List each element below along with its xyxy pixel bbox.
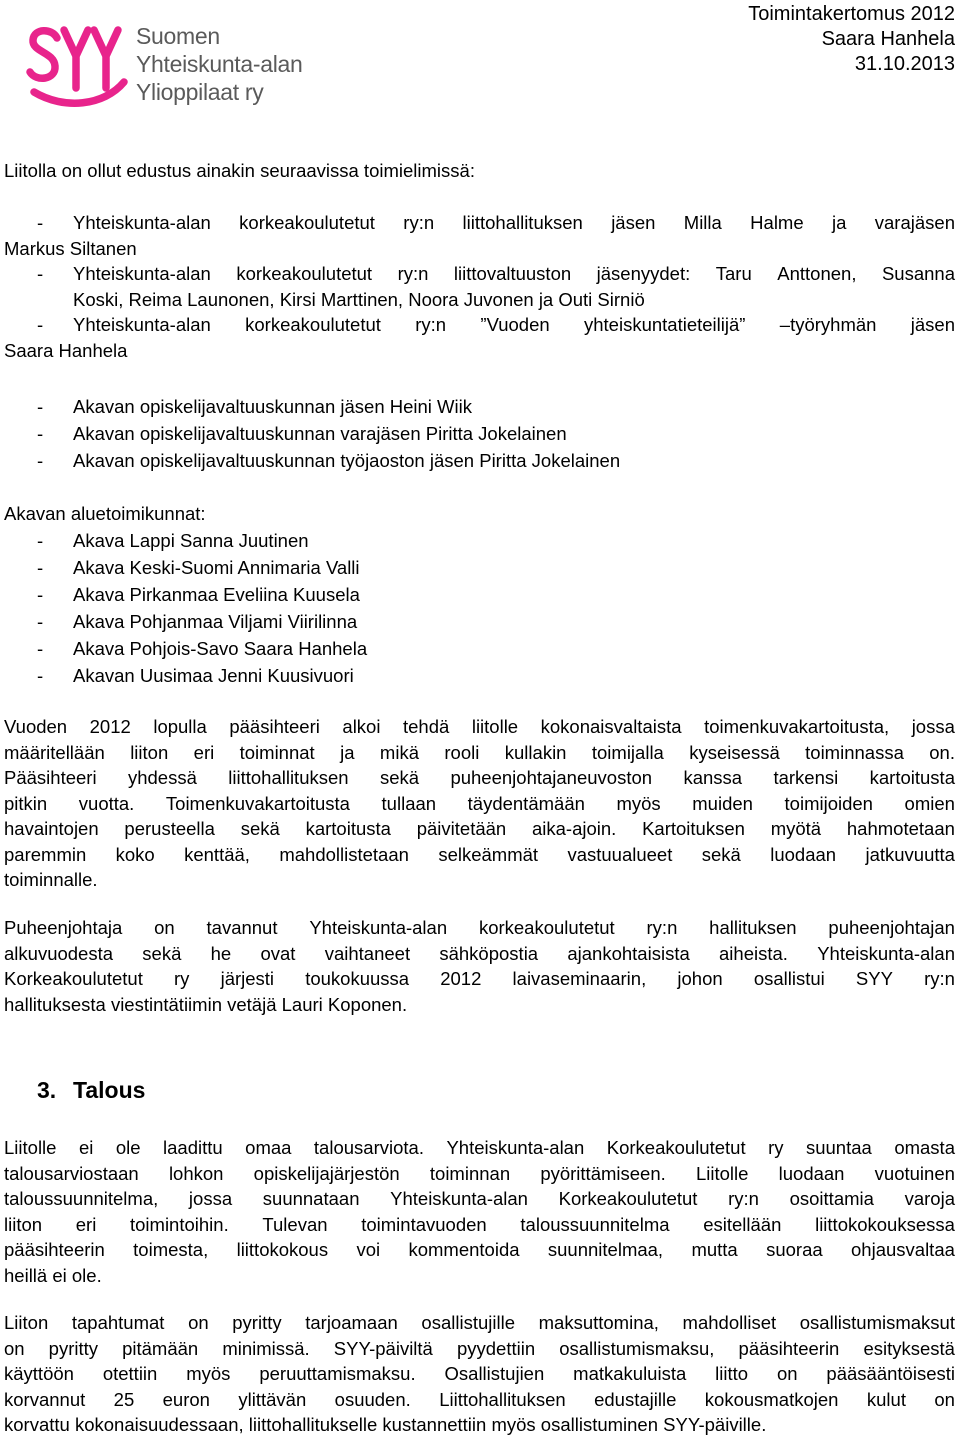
list-item: - Akava Pohjanmaa Viljami Viirilinna [37, 611, 358, 632]
regional-title: Akavan aluetoimikunnat: [4, 503, 206, 524]
paragraph-budget: Liitolle ei ole laadittu omaa talousarviota. Yhteiskunta-alan Korkeakoulutetut ry suuntaa omasta talousarviostaan lohkon opiskelijajärjestön toiminnan pyörittämiseen. Liitolle luodaan vuotuinen taloussuunnitelma, jossa suunnataan Yhteiskunta-alan Korkeakoulutetut ry:n osoittamia varoja liiton eri toimintoihin. Tulevan toimintavuoden taloussuunnitelma esitellään liittokokouksessa pääsihteerin toimesta, liittokokous voi kommentoida suunnitelmaa, mutta suoraa ohjausvaltaa heillä ei ole. [4, 1137, 955, 1286]
list-item: - Yhteiskunta-alan korkeakoulutetut ry:n liittovaltuuston jäsenyydet: Taru Anttonen, Susanna [37, 263, 955, 284]
list-item-continuation: Markus Siltanen [4, 237, 137, 259]
list-item: - Akavan opiskelijavaltuuskunnan jäsen Heini Wiik [37, 396, 472, 417]
list-item-continuation: Koski, Reima Launonen, Kirsi Marttinen, Noora Juvonen ja Outi Sirniö [73, 288, 645, 310]
section-title: Talous [73, 1077, 146, 1103]
list-item: - Yhteiskunta-alan korkeakoulutetut ry:n ”Vuoden yhteiskuntatieteilijä” –työryhmän jäsen [37, 314, 955, 335]
intro-text: Liitolla on ollut edustus ainakin seuraavissa toimielimissä: [4, 160, 475, 181]
report-title: Toimintakertomus 2012 [748, 3, 955, 25]
document-header [748, 2, 955, 77]
section-heading [37, 1076, 145, 1104]
paragraph-chair-meetings: Puheenjohtaja on tavannut Yhteiskunta-alan korkeakoulutetut ry:n hallituksen puheenjohtajan alkuvuodesta sekä he ovat vaihtaneet sähköpostia ajankohtaisista aiheista. Yhteiskunta-alan Korkeakoulutetut ry järjesti toukokuussa 2012 laivaseminaarin, johon osallistui SYY ry:n hallituksesta viestintätiimin vetäjä Lauri Koponen. [4, 917, 955, 1015]
report-date: 31.10.2013 [854, 53, 955, 75]
section-number: 3. [37, 1077, 57, 1103]
akava-council-list [4, 393, 955, 474]
list-item: - Akavan Uusimaa Jenni Kuusivuori [37, 665, 354, 686]
list-item: - Akava Pirkanmaa Eveliina Kuusela [37, 584, 360, 605]
logo-wordmark [136, 22, 303, 106]
report-author: Saara Hanhela [821, 28, 955, 50]
list-item: - Akava Pohjois-Savo Saara Hanhela [37, 638, 368, 659]
list-item: - Akavan opiskelijavaltuuskunnan työjaoston jäsen Piritta Jokelainen [37, 450, 621, 471]
list-item: - Yhteiskunta-alan korkeakoulutetut ry:n liittohallituksen jäsen Milla Halme ja varajäsen [37, 212, 955, 233]
logo-line-3: Ylioppilaat ry [136, 79, 264, 105]
list-item-continuation: Saara Hanhela [4, 339, 128, 361]
syy-logo [24, 18, 324, 110]
paragraph-job-mapping: Vuoden 2012 lopulla pääsihteeri alkoi tehdä liitolle kokonaisvaltaista toimenkuvakartoitusta, jossa määritellään liiton eri toiminnat ja mikä rooli kullakin toimijalla kyseisessä toiminnassa on. Pääsihteeri yhdessä liittohallituksen sekä puheenjohtajaneuvoston kanssa tarkensi kartoitusta pitkin vuotta. Toimenkuvakartoitusta tullaan täydentämään myös muiden toimijoiden omien havaintojen perusteella sekä kartoitusta päivitetään aika-ajoin. Kartoituksen myötä hahmotetaan paremmin koko kenttää, mahdollistetaan selkeämmät vastuualueet sekä luodaan jatkuvuutta toiminnalle. [4, 716, 955, 890]
logo-line-1: Suomen [136, 23, 220, 49]
list-item: - Akava Lappi Sanna Juutinen [37, 530, 309, 551]
regional-committees [4, 500, 955, 689]
syy-logo-mark [24, 18, 130, 110]
paragraph-event-fees: Liiton tapahtumat on pyritty tarjoamaan osallistujille maksuttomina, mahdolliset osallistumismaksut on pyritty pitämään minimissä. SYY-päiviltä pyydettiin osallistumismaksu, pääsihteerin esityksestä käyttöön otettiin myös peruuttamismaksu. Osallistujien matkakuluista liitto on pääsääntöisesti korvannut 25 euron ylittävän osuuden. Liittohallituksen edustajille kokousmatkojen kulut on korvattu kokonaisuudessaan, liittohallitukselle kustannettiin myös osallistuminen SYY-päiville. [4, 1312, 955, 1435]
list-item: - Akava Keski-Suomi Annimaria Valli [37, 557, 360, 578]
representation-list [4, 210, 955, 363]
logo-line-2: Yhteiskunta-alan [136, 51, 303, 77]
list-item: - Akavan opiskelijavaltuuskunnan varajäsen Piritta Jokelainen [37, 423, 567, 444]
